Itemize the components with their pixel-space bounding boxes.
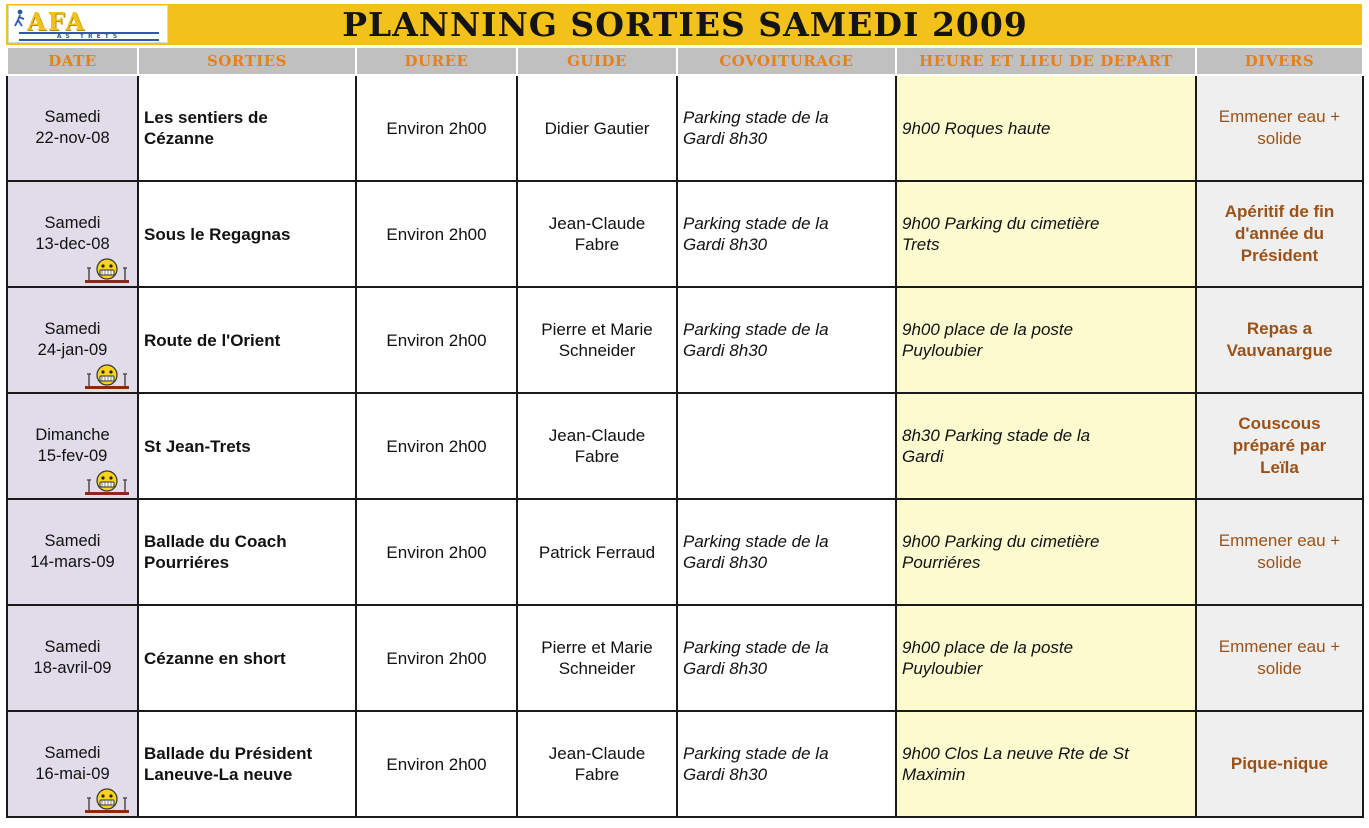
date-cell	[7, 605, 138, 711]
guide-text: Didier Gautier	[544, 118, 650, 138]
logo-letters: AFA	[27, 7, 86, 36]
covoiturage-cell	[677, 287, 896, 393]
guide-cell	[517, 75, 677, 181]
table-row-4	[7, 393, 1363, 499]
divers-cell	[1196, 75, 1363, 181]
guide-cell	[517, 181, 677, 287]
date-cell	[7, 287, 138, 393]
table-header-row	[7, 47, 1363, 75]
eating-smiley-icon	[83, 256, 131, 284]
covoiturage-cell	[677, 393, 896, 499]
date-text: Dimanche 15-fev-09	[35, 426, 110, 465]
sortie-cell	[138, 499, 356, 605]
date-text: Samedi 14-mars-09	[30, 532, 115, 571]
divers-text: Repas a Vauvanargue	[1226, 319, 1333, 360]
covoiturage-cell	[677, 605, 896, 711]
covoiturage-text: Parking stade de la Gardi 8h30	[683, 320, 829, 360]
duree-cell	[356, 499, 517, 605]
date-cell	[7, 75, 138, 181]
date-text: Samedi 13-dec-08	[35, 214, 110, 253]
depart-cell	[896, 287, 1196, 393]
depart-cell	[896, 711, 1196, 817]
date-cell	[7, 499, 138, 605]
sortie-text: Les sentiers de Cézanne	[144, 108, 268, 148]
covoiturage-text: Parking stade de la Gardi 8h30	[683, 214, 829, 254]
sortie-cell	[138, 605, 356, 711]
logo-subtitle: AS TRETS	[19, 32, 159, 41]
sortie-text: St Jean-Trets	[144, 436, 251, 456]
divers-text: Emmener eau + solide	[1218, 637, 1341, 678]
sortie-text: Ballade du Coach Pourriéres	[144, 532, 287, 572]
depart-text: 8h30 Parking stade de la Gardi	[902, 426, 1091, 466]
header-duree: DUREE	[356, 47, 517, 75]
covoiturage-cell	[677, 499, 896, 605]
depart-text: 9h00 place de la poste Puyloubier	[902, 320, 1074, 360]
divers-text: Couscous préparé par Leïla	[1232, 414, 1327, 477]
duree-text: Environ 2h00	[386, 754, 487, 774]
header-date: DATE	[7, 47, 138, 75]
sortie-text: Ballade du Président Laneuve-La neuve	[144, 744, 313, 784]
divers-text: Emmener eau + solide	[1218, 107, 1341, 148]
table-row-6	[7, 605, 1363, 711]
table-row-7	[7, 711, 1363, 817]
divers-cell	[1196, 181, 1363, 287]
planning-table-wrapper	[6, 46, 1362, 818]
duree-text: Environ 2h00	[386, 648, 487, 668]
header-depart: HEURE ET LIEU DE DEPART	[896, 47, 1196, 75]
sortie-cell	[138, 711, 356, 817]
sortie-cell	[138, 287, 356, 393]
sortie-cell	[138, 75, 356, 181]
duree-cell	[356, 181, 517, 287]
duree-text: Environ 2h00	[386, 542, 487, 562]
depart-text: 9h00 Parking du cimetière Pourriéres	[902, 532, 1100, 572]
guide-cell	[517, 393, 677, 499]
covoiturage-cell	[677, 711, 896, 817]
guide-text: Jean-Claude Fabre	[548, 426, 646, 466]
header-covoiturage: COVOITURAGE	[677, 47, 896, 75]
duree-cell	[356, 393, 517, 499]
table-row-1	[7, 75, 1363, 181]
divers-text: Emmener eau + solide	[1218, 531, 1341, 572]
sortie-cell	[138, 181, 356, 287]
duree-cell	[356, 711, 517, 817]
date-text: Samedi 22-nov-08	[35, 108, 110, 147]
eating-smiley-icon	[83, 362, 131, 390]
table-row-2	[7, 181, 1363, 287]
table-row-5	[7, 499, 1363, 605]
divers-cell	[1196, 605, 1363, 711]
divers-text: Apéritif de fin d'année du Président	[1224, 202, 1335, 265]
planning-table	[6, 46, 1364, 818]
guide-cell	[517, 711, 677, 817]
sortie-text: Sous le Regagnas	[144, 224, 291, 244]
guide-text: Pierre et Marie Schneider	[541, 638, 653, 678]
guide-cell	[517, 605, 677, 711]
date-text: Samedi 18-avril-09	[33, 638, 112, 677]
guide-text: Pierre et Marie Schneider	[541, 320, 653, 360]
depart-cell	[896, 75, 1196, 181]
divers-cell	[1196, 711, 1363, 817]
depart-cell	[896, 393, 1196, 499]
depart-cell	[896, 181, 1196, 287]
sortie-text: Route de l'Orient	[144, 330, 281, 350]
eating-smiley-icon	[83, 468, 131, 496]
depart-text: 9h00 Clos La neuve Rte de St Maximin	[902, 744, 1129, 784]
header-divers: DIVERS	[1196, 47, 1363, 75]
duree-cell	[356, 287, 517, 393]
divers-cell	[1196, 499, 1363, 605]
guide-text: Jean-Claude Fabre	[548, 214, 646, 254]
sortie-text: Cézanne en short	[144, 648, 286, 668]
covoiturage-cell	[677, 75, 896, 181]
duree-cell	[356, 75, 517, 181]
guide-text: Jean-Claude Fabre	[548, 744, 646, 784]
date-cell	[7, 711, 138, 817]
sortie-cell	[138, 393, 356, 499]
hiker-icon	[13, 9, 27, 27]
covoiturage-text: Parking stade de la Gardi 8h30	[683, 638, 829, 678]
guide-cell	[517, 499, 677, 605]
date-cell	[7, 393, 138, 499]
covoiturage-text: Parking stade de la Gardi 8h30	[683, 744, 829, 784]
table-row-3	[7, 287, 1363, 393]
duree-text: Environ 2h00	[386, 436, 487, 456]
covoiturage-cell	[677, 181, 896, 287]
depart-text: 9h00 Parking du cimetière Trets	[902, 214, 1100, 254]
eating-smiley-icon	[83, 786, 131, 814]
covoiturage-text: Parking stade de la Gardi 8h30	[683, 532, 829, 572]
club-logo-icon	[8, 5, 168, 43]
duree-cell	[356, 605, 517, 711]
guide-cell	[517, 287, 677, 393]
covoiturage-text: Parking stade de la Gardi 8h30	[683, 108, 829, 148]
divers-cell	[1196, 287, 1363, 393]
guide-text: Patrick Ferraud	[538, 542, 656, 562]
depart-text: 9h00 place de la poste Puyloubier	[902, 638, 1074, 678]
divers-cell	[1196, 393, 1363, 499]
date-text: Samedi 24-jan-09	[37, 320, 108, 359]
date-cell	[7, 181, 138, 287]
duree-text: Environ 2h00	[386, 330, 487, 350]
header-sorties: SORTIES	[138, 47, 356, 75]
page-title: PLANNING SORTIES SAMEDI 2009	[342, 5, 1028, 44]
divers-text: Pique-nique	[1230, 754, 1329, 773]
duree-text: Environ 2h00	[386, 118, 487, 138]
header-guide: GUIDE	[517, 47, 677, 75]
depart-text: 9h00 Roques haute	[902, 118, 1051, 138]
depart-cell	[896, 499, 1196, 605]
date-text: Samedi 16-mai-09	[35, 744, 110, 783]
duree-text: Environ 2h00	[386, 224, 487, 244]
depart-cell	[896, 605, 1196, 711]
